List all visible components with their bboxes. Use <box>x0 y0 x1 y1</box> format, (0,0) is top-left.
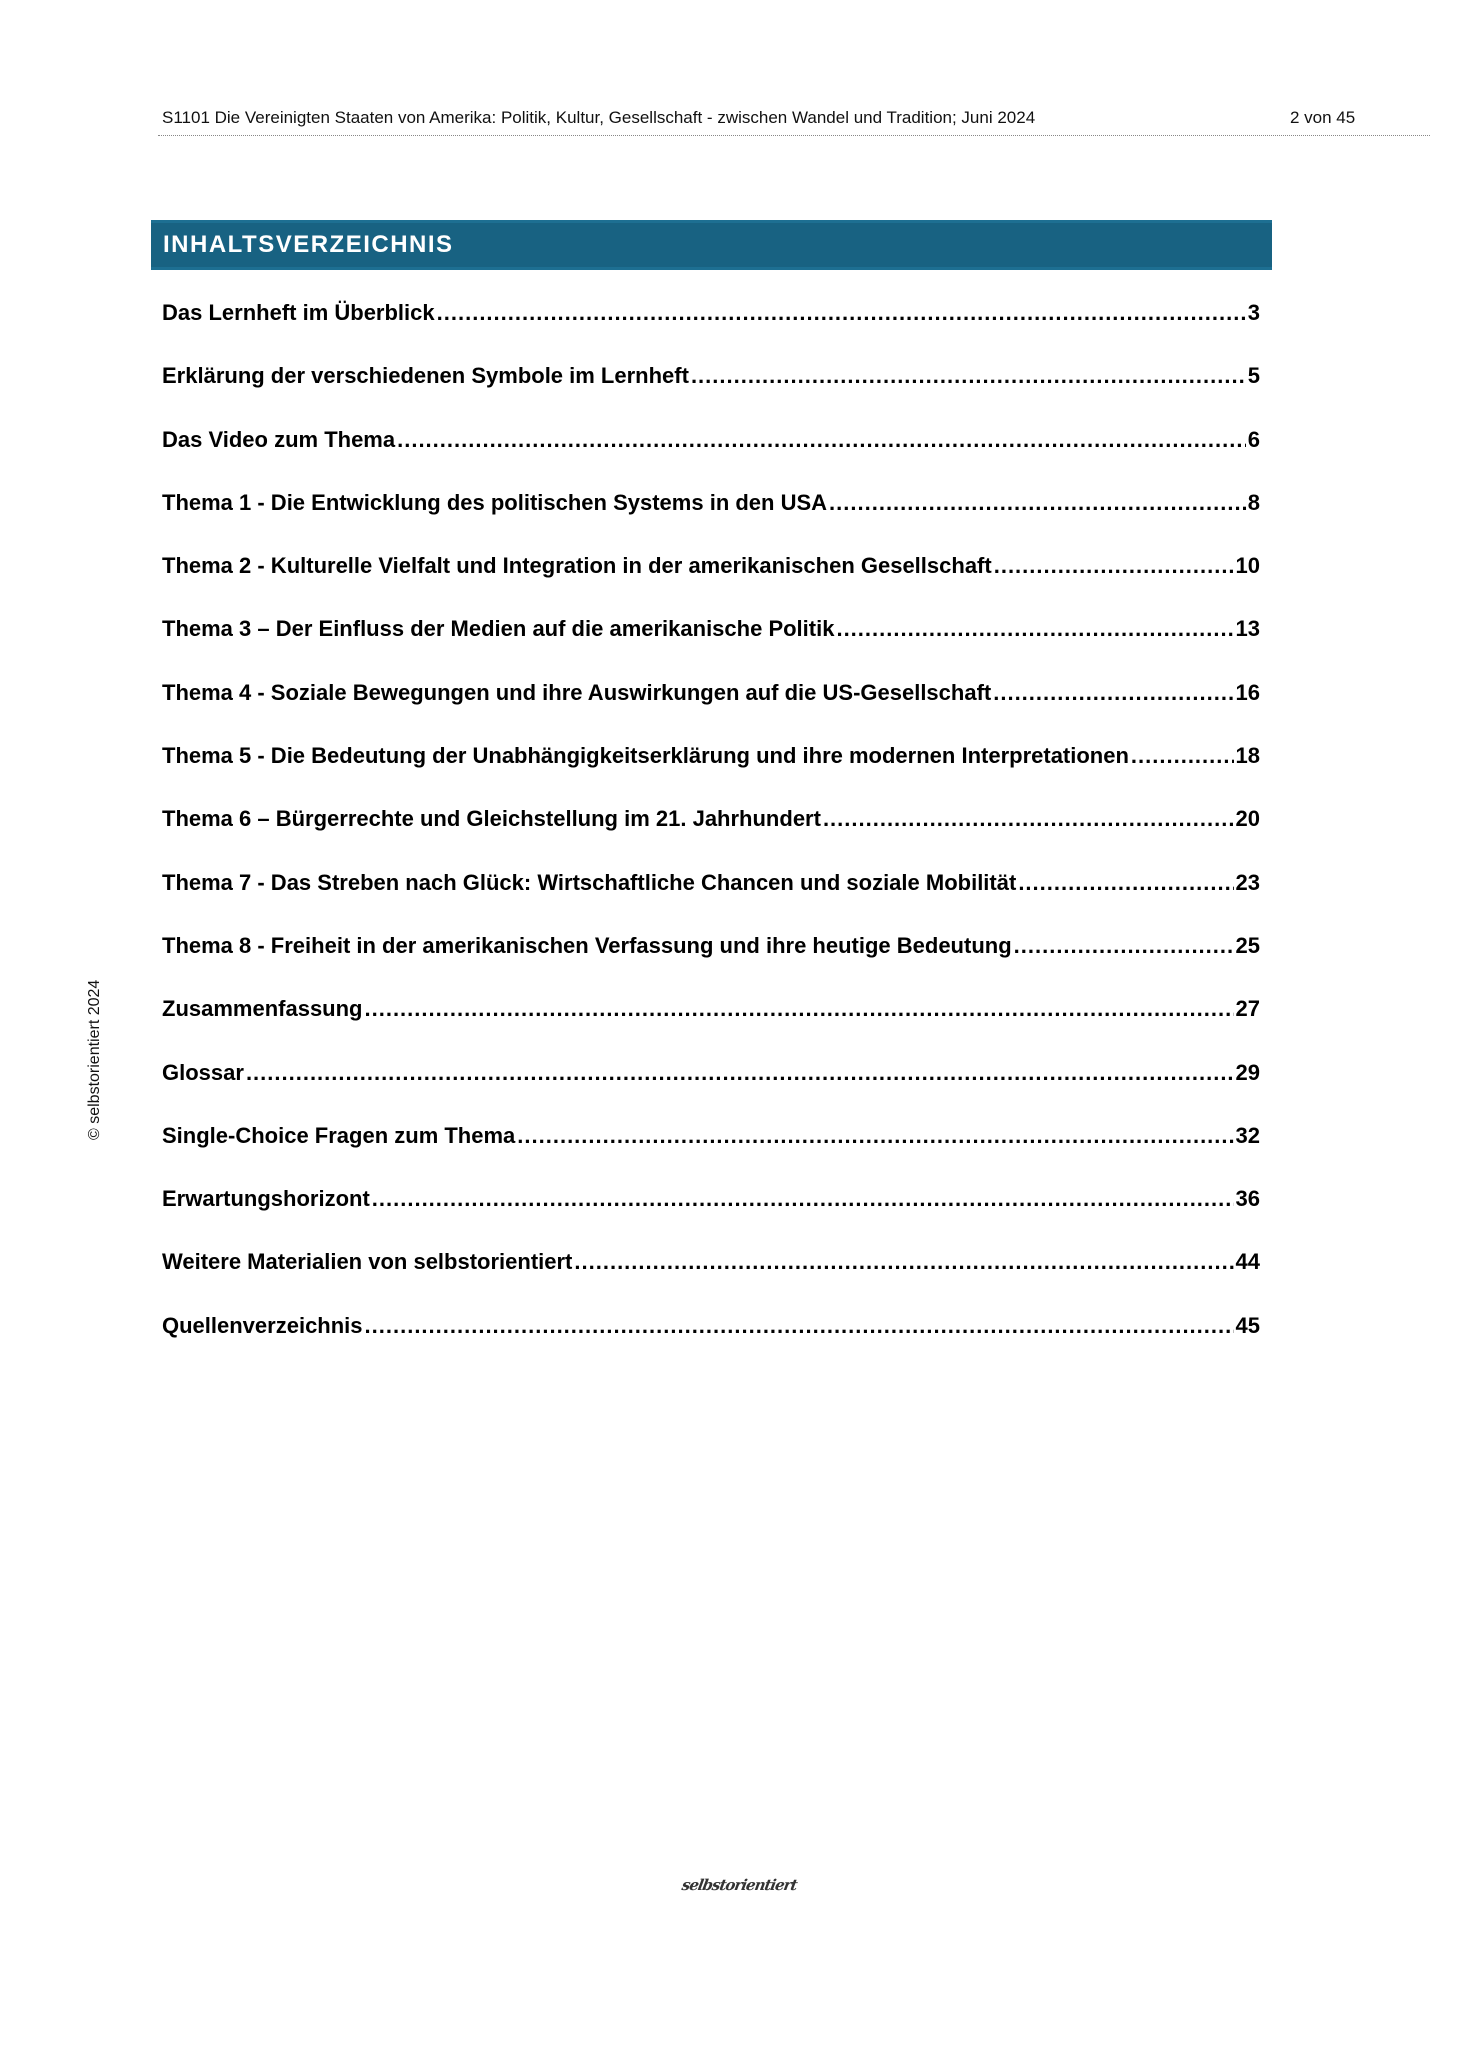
toc-entry[interactable] <box>162 427 1260 490</box>
dot-leader <box>365 996 1234 1022</box>
toc-entry-page: 20 <box>1235 806 1260 832</box>
dot-leader <box>372 1186 1234 1212</box>
toc-entry-page: 45 <box>1235 1312 1260 1338</box>
toc-entry-page: 44 <box>1235 1249 1260 1275</box>
toc-entry-label: Weitere Materialien von selbstorientiert <box>162 1249 573 1275</box>
toc-entry-label: Glossar <box>162 1059 244 1085</box>
toc-entry[interactable] <box>162 616 1260 679</box>
toc-entry[interactable] <box>162 1313 1260 1376</box>
toc-entry-page: 5 <box>1247 363 1260 389</box>
toc-entry-label: Thema 8 - Freiheit in der amerikanischen Verfassung und ihre heutige Bedeutung <box>162 932 1012 958</box>
dot-leader <box>517 1123 1233 1149</box>
dot-leader <box>397 427 1246 453</box>
toc-entry-page: 36 <box>1235 1186 1260 1212</box>
dot-leader <box>993 680 1233 706</box>
toc-entry-label: Thema 1 - Die Entwicklung des politischen Systems in den USA <box>162 489 828 515</box>
toc-entry-label: Zusammenfassung <box>162 996 363 1022</box>
dot-leader <box>1018 870 1233 896</box>
toc-entry-page: 16 <box>1235 679 1260 705</box>
side-copyright: © selbstorientiert 2024 <box>86 979 103 1140</box>
dot-leader <box>1014 933 1234 959</box>
dot-leader <box>836 616 1233 642</box>
dot-leader <box>823 806 1234 832</box>
toc-entry[interactable] <box>162 996 1260 1059</box>
toc-entry-label: Thema 7 - Das Streben nach Glück: Wirtschaftliche Chancen und soziale Mobilität <box>162 869 1017 895</box>
toc-entry-page: 6 <box>1247 426 1260 452</box>
toc-entry-label: Thema 4 - Soziale Bewegungen und ihre Auswirkungen auf die US-Gesellschaft <box>162 679 992 705</box>
toc-entry-page: 27 <box>1235 996 1260 1022</box>
toc-entry-page: 10 <box>1235 553 1260 579</box>
header-divider <box>158 135 1430 136</box>
toc-entry[interactable] <box>162 1060 1260 1123</box>
toc-entry-page: 29 <box>1235 1059 1260 1085</box>
page-number: 2 von 45 <box>1290 108 1356 127</box>
dot-leader <box>691 363 1246 389</box>
toc-entry-page: 13 <box>1235 616 1260 642</box>
toc-entry[interactable] <box>162 806 1260 869</box>
toc-entry-page: 23 <box>1235 869 1260 895</box>
toc-entry-label: Thema 3 – Der Einfluss der Medien auf die amerikanische Politik <box>162 616 835 642</box>
section-heading-bar <box>151 220 1272 270</box>
toc-entry[interactable] <box>162 490 1260 553</box>
toc-entry[interactable] <box>162 680 1260 743</box>
dot-leader <box>829 490 1246 516</box>
section-title: INHALTSVERZEICHNIS <box>163 231 454 258</box>
toc-entry-label: Erklärung der verschiedenen Symbole im Lernheft <box>162 363 689 389</box>
toc-entry[interactable] <box>162 1123 1260 1186</box>
dot-leader <box>994 553 1234 579</box>
toc-entry-label: Erwartungshorizont <box>162 1186 370 1212</box>
toc-entry[interactable] <box>162 1249 1260 1312</box>
dot-leader <box>574 1249 1233 1275</box>
toc-entry-label: Das Video zum Thema <box>162 426 396 452</box>
toc-entry-label: Single-Choice Fragen zum Thema <box>162 1122 516 1148</box>
toc-entry-page: 25 <box>1235 932 1260 958</box>
document-title: S1101 Die Vereinigten Staaten von Amerika: Politik, Kultur, Gesellschaft - zwischen Wandel und Tradition; Juni 2024 <box>162 108 1036 127</box>
toc-entry-page: 8 <box>1247 489 1260 515</box>
footer-logo: selbstorientiert <box>680 1876 799 1894</box>
dot-leader <box>246 1060 1234 1086</box>
toc-entry-label: Das Lernheft im Überblick <box>162 300 435 325</box>
toc-entry-label: Quellenverzeichnis <box>162 1312 363 1338</box>
toc-entry-page: 18 <box>1235 743 1260 769</box>
dot-leader <box>1131 743 1234 769</box>
toc-entry[interactable] <box>162 743 1260 806</box>
toc-entry[interactable] <box>162 553 1260 616</box>
toc-entry-label: Thema 5 - Die Bedeutung der Unabhängigkeitserklärung und ihre modernen Interpretationen <box>162 743 1129 769</box>
toc-entry-label: Thema 6 – Bürgerrechte und Gleichstellung im 21. Jahrhundert <box>162 806 821 832</box>
toc-entry[interactable] <box>162 1186 1260 1249</box>
toc-entry-label: Thema 2 - Kulturelle Vielfalt und Integration in der amerikanischen Gesellschaft <box>162 553 992 579</box>
table-of-contents <box>162 300 1260 1376</box>
dot-leader <box>365 1313 1234 1339</box>
toc-entry[interactable] <box>162 870 1260 933</box>
toc-entry[interactable] <box>162 933 1260 996</box>
toc-entry[interactable] <box>162 300 1260 363</box>
toc-entry[interactable] <box>162 363 1260 426</box>
toc-entry-page: 32 <box>1235 1122 1260 1148</box>
page-header <box>162 108 1430 128</box>
dot-leader <box>437 300 1246 326</box>
toc-entry-page: 3 <box>1247 300 1260 325</box>
